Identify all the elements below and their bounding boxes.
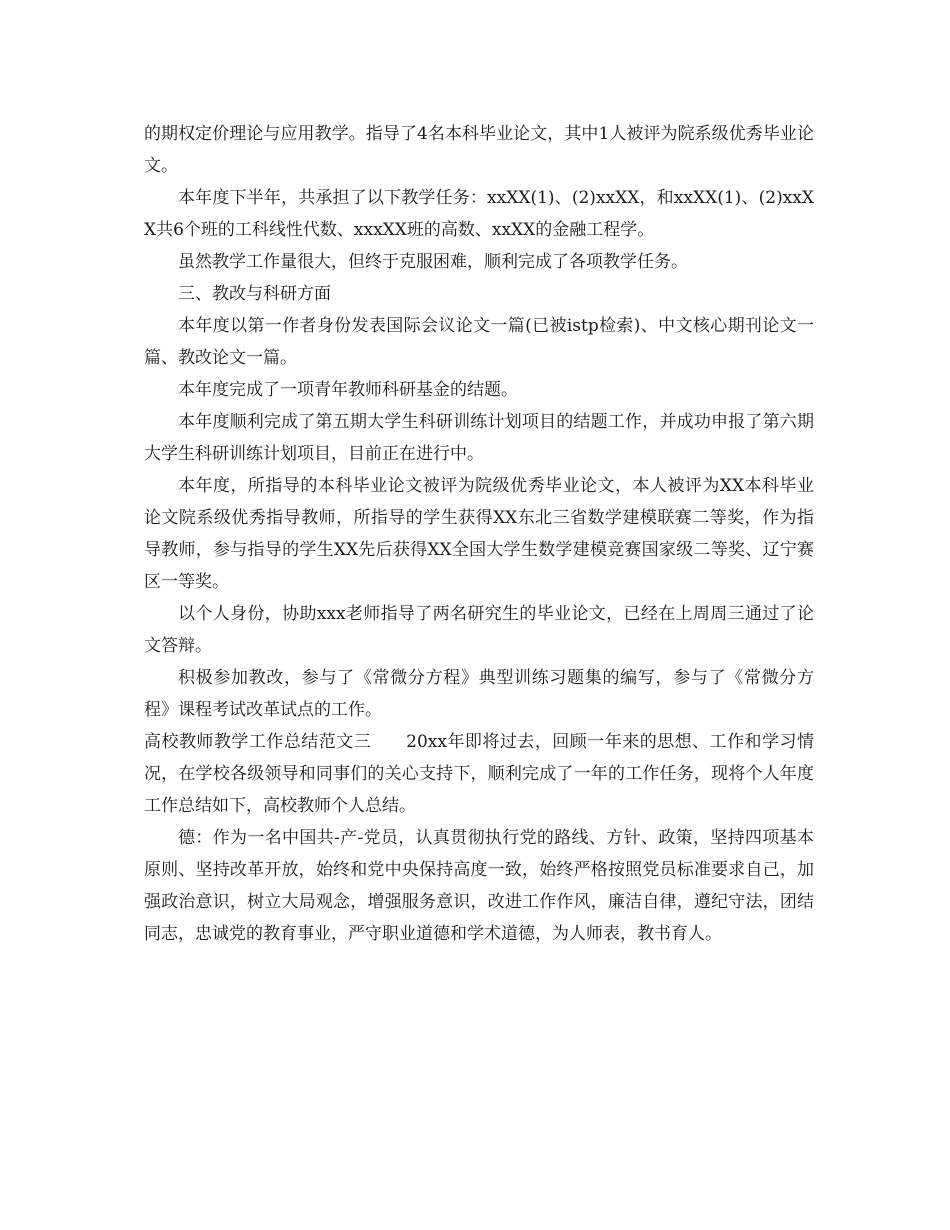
paragraph: 本年度顺利完成了第五期大学生科研训练计划项目的结题工作，并成功申报了第六期大学生科研训练计划项目，目前正在进行中。 bbox=[144, 412, 814, 464]
paragraph: 本年度完成了一项青年教师科研基金的结题。 bbox=[178, 380, 518, 400]
paragraph: 虽然教学工作量很大，但终于克服困难，顺利完成了各项教学任务。 bbox=[178, 252, 688, 272]
section-heading: 三、教改与科研方面 bbox=[178, 284, 331, 304]
paragraph: 本年度，所指导的本科毕业论文被评为院级优秀毕业论文，本人被评为XX本科毕业论文院系级优秀指导教师，所指导的学生获得XX东北三省数学建模联赛二等奖，作为指导教师，参与指导的学生XX先后获得XX全国大学生数学建模竞赛国家级二等奖、辽宁赛区一等奖。 bbox=[144, 476, 814, 592]
paragraph: 德：作为一名中国共-产-党员，认真贯彻执行党的路线、方针、政策，坚持四项基本原则、坚持改革开放，始终和党中央保持高度一致，始终严格按照党员标准要求自己，加强政治意识，树立大局观念，增强服务意识，改进工作作风，廉洁自律，遵纪守法，团结同志，忠诚党的教育事业，严守职业道德和学术道德，为人师表，教书育人。 bbox=[144, 828, 814, 944]
paragraph: 以个人身份，协助xxx老师指导了两名研究生的毕业论文，已经在上周周三通过了论文答辩。 bbox=[144, 604, 814, 656]
paragraph: 本年度以第一作者身份发表国际会议论文一篇(已被istp检索)、中文核心期刊论文一篇、教改论文一篇。 bbox=[144, 316, 814, 368]
paragraph: 本年度下半年，共承担了以下教学任务：xxXX(1)、(2)xxXX，和xxXX(1)、(2)xxXX共6个班的工科线性代数、xxxXX班的高数、xxXX的金融工程学。 bbox=[144, 188, 814, 240]
paragraph: 积极参加教改，参与了《常微分方程》典型训练习题集的编写，参与了《常微分方程》课程考试改革试点的工作。 bbox=[144, 668, 814, 720]
document-body bbox=[144, 118, 814, 950]
paragraph: 高校教师教学工作总结范文三 20xx年即将过去，回顾一年来的思想、工作和学习情况，在学校各级领导和同事们的关心支持下，顺利完成了一年的工作任务，现将个人年度工作总结如下，高校教师个人总结。 bbox=[144, 732, 814, 816]
paragraph: 的期权定价理论与应用教学。指导了4名本科毕业论文，其中1人被评为院系级优秀毕业论文。 bbox=[144, 124, 814, 176]
